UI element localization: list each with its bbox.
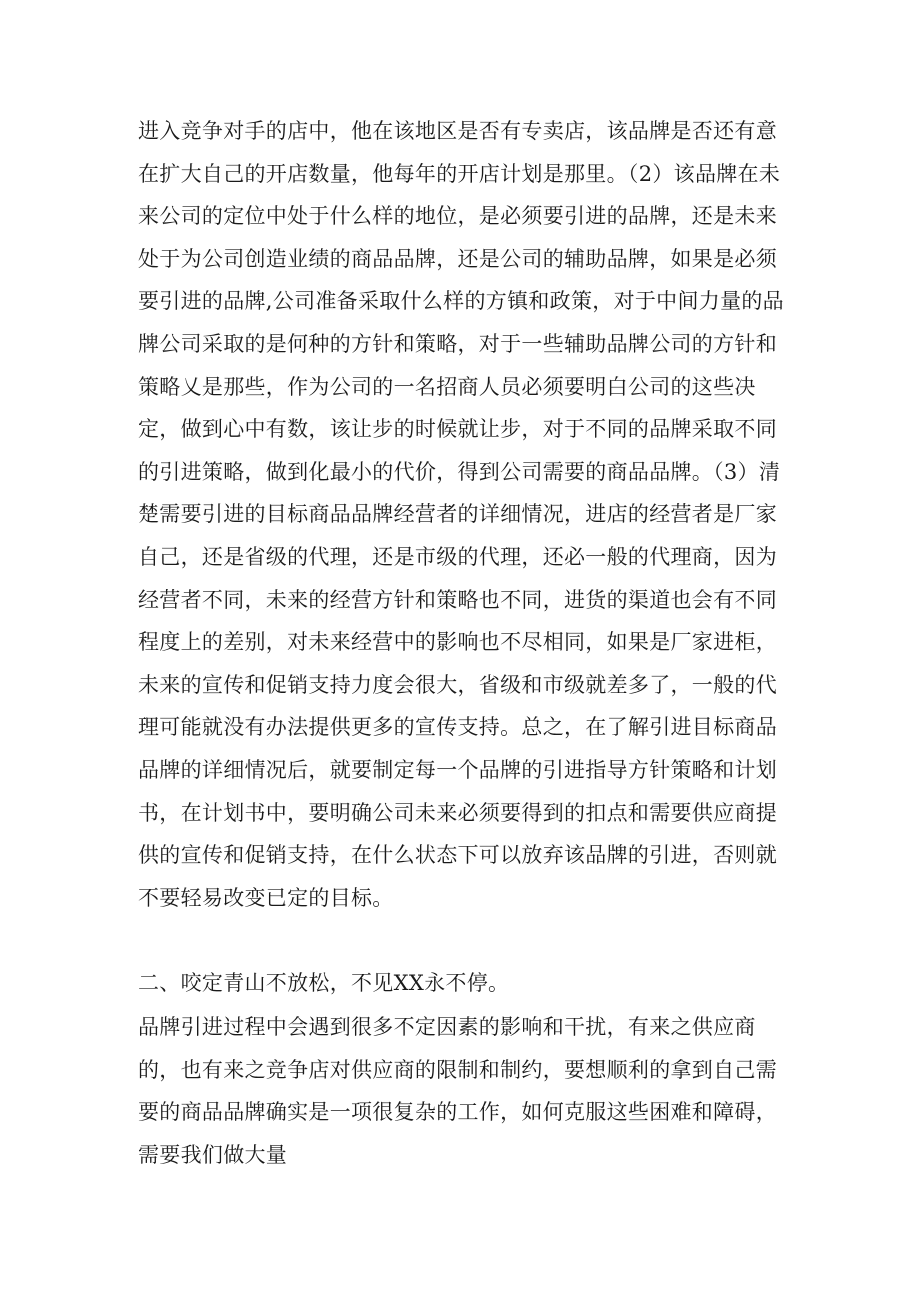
paragraph-text: 品牌引进过程中会遇到很多不定因素的影响和干扰，有来之供应商的，也有来之竞争店对供应商的限制和制约，要想顺利的拿到自己需要的商品品牌确实是一项很复杂的工作，如何克服这些困难和障碍，需要我们做大量	[138, 1015, 777, 1167]
body-paragraph-1	[138, 110, 788, 919]
heading-text: 二、咬定青山不放松，不见XX永不停。	[138, 971, 510, 995]
paragraph-text: 进入竞争对手的店中，他在该地区是否有专卖店，该品牌是否还有意在扩大自己的开店数量，他每年的开店计划是那里。（2）该品牌在未来公司的定位中处于什么样的地位，是必须要引进的品牌，还是未来处于为公司创造业绩的商品品牌，还是公司的辅助品牌，如果是必须要引进的品牌,公司准备采取什么样的方镇和政策，对于中间力量的品牌公司采取的是何种的方针和策略，对于一些辅助品牌公司的方针和策略乂是那些，作为公司的一名招商人员必须要明白公司的这些决定，做到心中有数，该让步的时候就让步，对于不同的品牌采取不同的引进策略，做到化最小的代价，得到公司需要的商品品牌。（3）清楚需要引进的目标商品品牌经营者的详细情况，进店的经营者是厂家自己，还是省级的代理，还是市级的代理，还必一般的代理商，因为经营者不同，未来的经营方针和策略也不同，进货的渠道也会有不同程度上的差别，对未来经营中的影响也不尽相同，如果是厂家进柜，未来的宣传和促销支持力度会很大，省级和市级就差多了，一般的代理可能就没有办法提供更多的宣传支持。总之，在了解引进目标商品品牌的详细情况后，就要制定每一个品牌的引进指导方针策略和计划书，在计划书中，要明确公司未来必须要得到的扣点和需要供应商提供的宣传和促销支持，在什么状态下可以放弃该品牌的引进，否则就不要轻易改变已定的目标。	[138, 119, 784, 910]
section-heading	[138, 962, 788, 1005]
body-paragraph-2	[138, 1006, 788, 1176]
